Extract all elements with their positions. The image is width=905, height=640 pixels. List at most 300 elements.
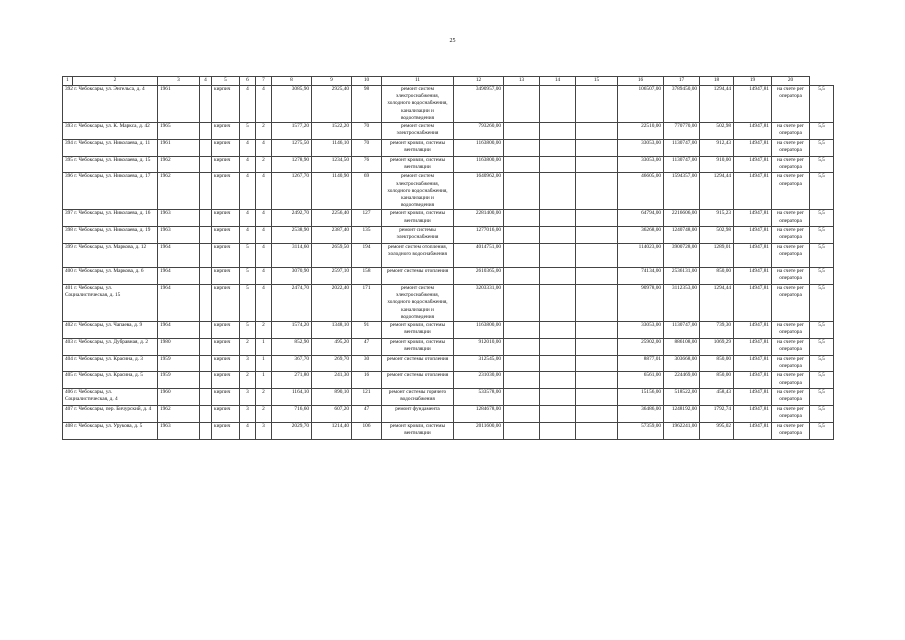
cell-cost: 3203331,00 [454, 285, 504, 322]
row-number-address-cell [63, 244, 158, 268]
row-number-address-cell [63, 322, 158, 339]
row-number: 405 [65, 372, 73, 379]
table-row [63, 389, 834, 406]
table-row [63, 227, 834, 244]
cell-col4 [200, 244, 212, 268]
cell-residents: 69 [352, 173, 382, 210]
cell-area_living: 890,10 [312, 389, 352, 406]
cell-area_total: 1278,90 [272, 156, 312, 173]
cell-c15: 33053,00 [618, 139, 664, 156]
column-number: 17 [664, 77, 700, 86]
cell-area_total: 2474,70 [272, 285, 312, 322]
cell-c12 [504, 244, 540, 268]
row-number-address-cell [63, 406, 158, 423]
cell-area_total: 1267,70 [272, 173, 312, 210]
cell-c13 [540, 86, 576, 123]
cell-c13 [540, 268, 576, 285]
cell-area_total: 2538,90 [272, 227, 312, 244]
cell-c13 [540, 210, 576, 227]
cell-c13 [540, 123, 576, 140]
cell-area_total: 2029,70 [272, 422, 312, 439]
table-row [63, 338, 834, 355]
cell-term: 5,5 [810, 338, 834, 355]
cell-c13 [540, 227, 576, 244]
cell-col4 [200, 322, 212, 339]
row-number: 393 [65, 123, 73, 130]
cell-c16: 1240748,00 [664, 227, 700, 244]
cell-c15: 106507,00 [618, 86, 664, 123]
cell-c15: 25902,00 [618, 338, 664, 355]
cell-cost: 533578,00 [454, 389, 504, 406]
cell-method: на счете рег оператора [772, 123, 810, 140]
cell-c14 [576, 139, 618, 156]
cell-material: кирпич [212, 86, 240, 123]
cell-c18: 14947,81 [734, 322, 772, 339]
cell-entrances: 2 [256, 156, 272, 173]
cell-area_living: 1522,20 [312, 123, 352, 140]
column-number: 20 [772, 77, 810, 86]
cell-method: на счете рег оператора [772, 244, 810, 268]
cell-cost: 1163800,00 [454, 156, 504, 173]
cell-floors: 4 [240, 227, 256, 244]
row-number: 395 [65, 156, 73, 163]
cell-material: кирпич [212, 210, 240, 227]
cell-c14 [576, 322, 618, 339]
row-number-address-cell [63, 372, 158, 389]
cell-work: ремонт кровли, системы вентиляции [382, 338, 454, 355]
cell-c17: 850,00 [700, 268, 734, 285]
cell-work: ремонт фундамента [382, 406, 454, 423]
cell-c17: 1294,44 [700, 173, 734, 210]
cell-cost: 1284678,00 [454, 406, 504, 423]
cell-cost: 2011600,00 [454, 422, 504, 439]
address: г. Чебоксары, ул. Николаева, д. 16 [74, 210, 151, 217]
cell-term: 5,5 [810, 210, 834, 227]
cell-entrances: 4 [256, 86, 272, 123]
cell-work: ремонт кровли, системы вентиляции [382, 322, 454, 339]
address: г. Чебоксары, ул. Энгельса, д. 4 [74, 86, 145, 92]
cell-residents: 158 [352, 268, 382, 285]
cell-residents: 91 [352, 322, 382, 339]
cell-c14 [576, 227, 618, 244]
table-row [63, 355, 834, 372]
cell-method: на счете рег оператора [772, 173, 810, 210]
cell-entrances: 4 [256, 268, 272, 285]
column-number-row [63, 77, 834, 86]
cell-cost: 231030,00 [454, 372, 504, 389]
cell-c13 [540, 389, 576, 406]
cell-residents: 30 [352, 355, 382, 372]
cell-floors: 3 [240, 406, 256, 423]
cell-term: 5,5 [810, 86, 834, 123]
cell-work: ремонт кровли, системы вентиляции [382, 139, 454, 156]
cell-c15: 36268,00 [618, 227, 664, 244]
cell-entrances: 4 [256, 227, 272, 244]
cell-floors: 4 [240, 139, 256, 156]
cell-residents: 171 [352, 285, 382, 322]
cell-c18: 14947,81 [734, 139, 772, 156]
cell-c17: 912,43 [700, 139, 734, 156]
cell-floors: 4 [240, 156, 256, 173]
cell-floors: 5 [240, 268, 256, 285]
cell-c13 [540, 244, 576, 268]
cell-year: 1962 [158, 406, 200, 423]
cell-year: 1964 [158, 268, 200, 285]
cell-c15: 74134,00 [618, 268, 664, 285]
cell-entrances: 1 [256, 372, 272, 389]
cell-c17: 1294,44 [700, 86, 734, 123]
cell-c13 [540, 156, 576, 173]
cell-col4 [200, 389, 212, 406]
cell-residents: 70 [352, 123, 382, 140]
column-number: 19 [734, 77, 772, 86]
row-number-address-cell [63, 338, 158, 355]
cell-c17: 850,00 [700, 372, 734, 389]
cell-c15: 6561,00 [618, 372, 664, 389]
cell-c16: 886108,00 [664, 338, 700, 355]
address: г. Чебоксары, ул. Красина, д. 3 [74, 355, 143, 362]
row-number-address-cell [63, 86, 158, 123]
cell-c15: 33053,00 [618, 322, 664, 339]
cell-c18: 14947,81 [734, 156, 772, 173]
cell-cost: 1277016,00 [454, 227, 504, 244]
column-number: 3 [158, 77, 200, 86]
cell-year: 1964 [158, 322, 200, 339]
cell-col4 [200, 156, 212, 173]
cell-c16: 1594357,00 [664, 173, 700, 210]
cell-year: 1959 [158, 372, 200, 389]
cell-method: на счете рег оператора [772, 389, 810, 406]
cell-area_living: 607,20 [312, 406, 352, 423]
cell-c18: 14947,81 [734, 210, 772, 227]
cell-col4 [200, 338, 212, 355]
cell-cost: 3490957,00 [454, 86, 504, 123]
cell-c14 [576, 285, 618, 322]
table-row [63, 86, 834, 123]
address: г. Чебоксары, ул. Чапаева, д. 9 [74, 322, 143, 329]
table-row [63, 285, 834, 322]
cell-c16: 1130747,00 [664, 322, 700, 339]
cell-year: 1965 [158, 123, 200, 140]
cell-c12 [504, 268, 540, 285]
cell-material: кирпич [212, 268, 240, 285]
cell-material: кирпич [212, 355, 240, 372]
cell-area_total: 1574,20 [272, 322, 312, 339]
cell-c16: 2536131,00 [664, 268, 700, 285]
cell-area_total: 3114,60 [272, 244, 312, 268]
cell-work: ремонт систем электроснабжения, холодного водоснабжения, канализации и водоотведения [382, 86, 454, 123]
cell-material: кирпич [212, 156, 240, 173]
column-number: 11 [382, 77, 454, 86]
row-number: 406 [65, 389, 73, 396]
cell-term: 5,5 [810, 156, 834, 173]
cell-c15: 64794,00 [618, 210, 664, 227]
cell-entrances: 4 [256, 139, 272, 156]
column-number: 9 [312, 77, 352, 86]
column-number: 7 [256, 77, 272, 86]
cell-c15: 22510,00 [618, 123, 664, 140]
address: г. Чебоксары, ул. Маркова, д. 6 [74, 268, 144, 275]
cell-term: 5,5 [810, 173, 834, 210]
cell-area_living: 241,30 [312, 372, 352, 389]
cell-method: на счете рег оператора [772, 210, 810, 227]
cell-c18: 14947,81 [734, 285, 772, 322]
cell-area_living: 2256,40 [312, 210, 352, 227]
cell-work: ремонт кровли, системы вентиляции [382, 210, 454, 227]
cell-c12 [504, 227, 540, 244]
cell-work: ремонт системы отопления [382, 372, 454, 389]
cell-method: на счете рег оператора [772, 422, 810, 439]
cell-residents: 135 [352, 227, 382, 244]
row-number: 396 [65, 173, 73, 180]
cell-area_living: 269,70 [312, 355, 352, 372]
cell-material: кирпич [212, 227, 240, 244]
cell-term: 5,5 [810, 422, 834, 439]
cell-area_living: 1146,10 [312, 139, 352, 156]
cell-entrances: 1 [256, 338, 272, 355]
cell-c18: 14947,81 [734, 422, 772, 439]
cell-area_living: 1140,90 [312, 173, 352, 210]
cell-entrances: 1 [256, 355, 272, 372]
cell-work: ремонт систем электроснабжения, холодного водоснабжения, канализации и водоотведения [382, 173, 454, 210]
cell-c18: 14947,81 [734, 227, 772, 244]
cell-cost: 2610365,00 [454, 268, 504, 285]
cell-entrances: 3 [256, 422, 272, 439]
cell-term: 5,5 [810, 244, 834, 268]
cell-area_living: 1234,50 [312, 156, 352, 173]
row-number: 399 [65, 244, 73, 251]
cell-col4 [200, 86, 212, 123]
cell-material: кирпич [212, 139, 240, 156]
cell-c15: 90978,00 [618, 285, 664, 322]
cell-c15: 46605,00 [618, 173, 664, 210]
row-number-address-cell [63, 285, 158, 322]
cell-c17: 1792,74 [700, 406, 734, 423]
cell-residents: 47 [352, 406, 382, 423]
cell-c16: 224469,00 [664, 372, 700, 389]
cell-col4 [200, 210, 212, 227]
table-row [63, 244, 834, 268]
cell-method: на счете рег оператора [772, 355, 810, 372]
cell-col4 [200, 422, 212, 439]
cell-method: на счете рег оператора [772, 139, 810, 156]
cell-col4 [200, 406, 212, 423]
cell-floors: 4 [240, 173, 256, 210]
cell-c18: 14947,81 [734, 268, 772, 285]
cell-c14 [576, 268, 618, 285]
cell-method: на счете рег оператора [772, 156, 810, 173]
address: г. Чебоксары, ул. Николаева, д. 17 [74, 173, 151, 180]
address: г. Чебоксары, ул. Красина, д. 5 [74, 372, 143, 379]
cell-c17: 458,43 [700, 389, 734, 406]
cell-floors: 5 [240, 285, 256, 322]
cell-area_living: 495,20 [312, 338, 352, 355]
cell-c13 [540, 285, 576, 322]
cell-c17: 910,00 [700, 156, 734, 173]
cell-area_living: 2597,10 [312, 268, 352, 285]
cell-c12 [504, 406, 540, 423]
cell-entrances: 2 [256, 389, 272, 406]
cell-col4 [200, 227, 212, 244]
cell-material: кирпич [212, 173, 240, 210]
table-row [63, 123, 834, 140]
cell-c17: 502,98 [700, 123, 734, 140]
cell-floors: 3 [240, 389, 256, 406]
cell-term: 5,5 [810, 285, 834, 322]
address: г. Чебоксары, ул. Урукова, д. 5 [74, 422, 143, 429]
cell-c12 [504, 210, 540, 227]
cell-term: 5,5 [810, 139, 834, 156]
cell-c18: 14947,81 [734, 338, 772, 355]
cell-work: ремонт системы горячего водоснабжения [382, 389, 454, 406]
row-number: 407 [65, 406, 73, 412]
cell-floors: 3 [240, 355, 256, 372]
cell-area_total: 271,80 [272, 372, 312, 389]
cell-entrances: 4 [256, 244, 272, 268]
cell-area_total: 1164,10 [272, 389, 312, 406]
cell-col4 [200, 173, 212, 210]
cell-material: кирпич [212, 389, 240, 406]
cell-c16: 1248192,00 [664, 406, 700, 423]
cell-c13 [540, 422, 576, 439]
cell-method: на счете рег оператора [772, 268, 810, 285]
column-number: 8 [272, 77, 312, 86]
address: г. Чебоксары, пер. Бичурский, д. 4 [74, 406, 152, 412]
cell-c14 [576, 123, 618, 140]
cell-term: 5,5 [810, 227, 834, 244]
cell-area_total: 3070,90 [272, 268, 312, 285]
cell-c17: 915,23 [700, 210, 734, 227]
cell-year: 1962 [158, 173, 200, 210]
cell-c15: 15156,00 [618, 389, 664, 406]
cell-entrances: 4 [256, 173, 272, 210]
cell-c12 [504, 372, 540, 389]
cell-year: 1962 [158, 156, 200, 173]
cell-entrances: 2 [256, 123, 272, 140]
cell-residents: 76 [352, 156, 382, 173]
cell-c17: 502,98 [700, 227, 734, 244]
cell-area_living: 2925,40 [312, 86, 352, 123]
cell-c14 [576, 355, 618, 372]
row-number-address-cell [63, 422, 158, 439]
cell-area_total: 1577,20 [272, 123, 312, 140]
row-number-address-cell [63, 139, 158, 156]
address: г. Чебоксары, ул. Николаева, д. 19 [74, 227, 151, 234]
cell-c14 [576, 389, 618, 406]
cell-term: 5,5 [810, 268, 834, 285]
cell-floors: 4 [240, 422, 256, 439]
housing-repair-table [62, 76, 834, 440]
page-number: 25 [449, 38, 456, 44]
cell-residents: 98 [352, 86, 382, 123]
cell-material: кирпич [212, 285, 240, 322]
cell-area_total: 367,70 [272, 355, 312, 372]
row-number-address-cell [63, 156, 158, 173]
cell-c16: 1130747,00 [664, 139, 700, 156]
column-number: 14 [540, 77, 576, 86]
cell-floors: 2 [240, 372, 256, 389]
cell-c13 [540, 139, 576, 156]
address: г. Чебоксары, ул. Дубравная, д. 2 [74, 338, 149, 345]
cell-entrances: 4 [256, 210, 272, 227]
cell-term: 5,5 [810, 123, 834, 140]
column-number: 1 [63, 77, 73, 86]
cell-area_total: 3085,90 [272, 86, 312, 123]
cell-work: ремонт кровли, системы вентиляции [382, 156, 454, 173]
cell-cost: 4014751,00 [454, 244, 504, 268]
column-number: 18 [700, 77, 734, 86]
cell-residents: 121 [352, 389, 382, 406]
column-number: 4 [200, 77, 212, 86]
cell-floors: 4 [240, 86, 256, 123]
cell-c18: 14947,81 [734, 406, 772, 423]
row-number: 394 [65, 139, 73, 146]
cell-method: на счете рег оператора [772, 372, 810, 389]
cell-work: ремонт систем отопления, холодного водоснабжения [382, 244, 454, 268]
cell-c12 [504, 422, 540, 439]
cell-c17: 1294,44 [700, 285, 734, 322]
cell-entrances: 4 [256, 285, 272, 322]
cell-c12 [504, 139, 540, 156]
address: г. Чебоксары, ул. Маркова, д. 12 [74, 244, 147, 251]
cell-c15: 33053,00 [618, 156, 664, 173]
cell-work: ремонт кровли, системы вентиляции [382, 422, 454, 439]
cell-year: 1961 [158, 139, 200, 156]
cell-c14 [576, 422, 618, 439]
cell-floors: 4 [240, 210, 256, 227]
cell-c16: 770770,00 [664, 123, 700, 140]
cell-c14 [576, 156, 618, 173]
row-number: 402 [65, 322, 73, 329]
cell-term: 5,5 [810, 322, 834, 339]
row-number: 392 [65, 86, 73, 92]
cell-material: кирпич [212, 244, 240, 268]
cell-work: ремонт системы электроснабжения [382, 227, 454, 244]
row-number: 400 [65, 268, 73, 275]
row-number-address-cell [63, 355, 158, 372]
cell-c15: 57359,00 [618, 422, 664, 439]
cell-year: 1964 [158, 285, 200, 322]
cell-work: ремонт системы отопления [382, 355, 454, 372]
column-number: 2 [73, 77, 158, 86]
row-number-address-cell [63, 227, 158, 244]
cell-residents: 194 [352, 244, 382, 268]
column-number: 10 [352, 77, 382, 86]
cell-c17: 739,30 [700, 322, 734, 339]
cell-floors: 2 [240, 338, 256, 355]
cell-col4 [200, 139, 212, 156]
cell-c12 [504, 355, 540, 372]
cell-c16: 3900728,00 [664, 244, 700, 268]
cell-c12 [504, 322, 540, 339]
table-row [63, 268, 834, 285]
row-number: 403 [65, 338, 73, 345]
table-row [63, 139, 834, 156]
cell-year: 1980 [158, 338, 200, 355]
cell-c16: 3789450,00 [664, 86, 700, 123]
cell-c18: 14947,81 [734, 244, 772, 268]
cell-c18: 14947,81 [734, 372, 772, 389]
cell-c14 [576, 244, 618, 268]
column-number: 16 [618, 77, 664, 86]
column-number: 5 [212, 77, 240, 86]
row-number: 408 [65, 422, 73, 429]
cell-c12 [504, 285, 540, 322]
cell-cost: 912010,00 [454, 338, 504, 355]
cell-col4 [200, 123, 212, 140]
cell-c16: 2216606,00 [664, 210, 700, 227]
cell-year: 1963 [158, 210, 200, 227]
